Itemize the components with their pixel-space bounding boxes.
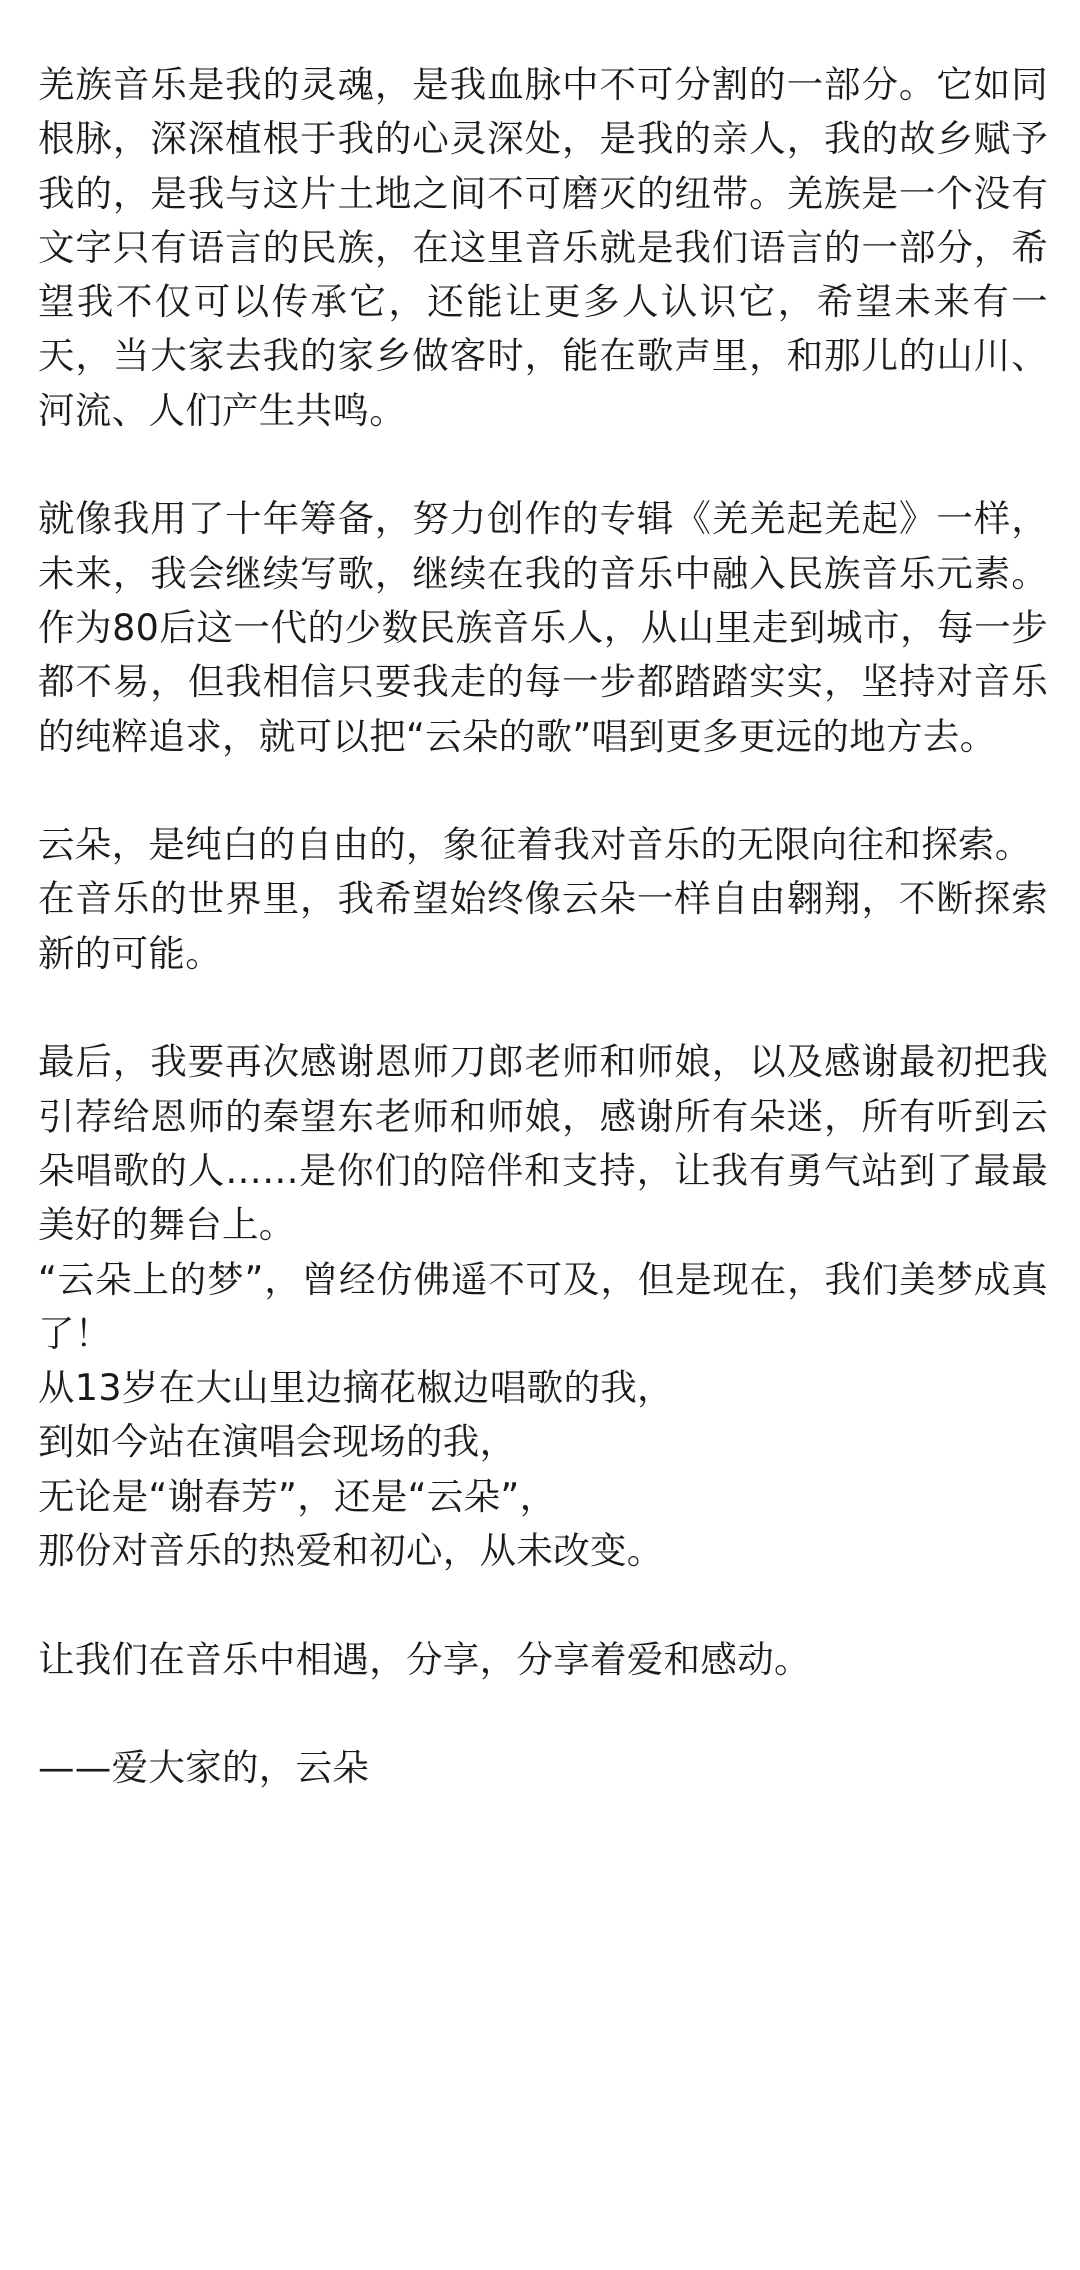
paragraph-closing: 让我们在音乐中相遇，分享，分享着爱和感动。 bbox=[38, 1637, 811, 1681]
paragraph-heritage: 羌族音乐是我的灵魂，是我血脉中不可分割的一部分。它如同根脉，深深植根于我的心灵深处，是我的亲人，我的故乡赋予我的，是我与这片土地之间不可磨灭的纽带。羌族是一个没有文字只有语言的民族，在这里音乐就是我们语言的一部分，希望我不仅可以传承它，还能让更多人认识它，希望未来有一天，当大家去我的家乡做客时，能在歌声里，和那儿的山川、河流、人们产生共鸣。 bbox=[38, 63, 1048, 432]
paragraph-spacer bbox=[38, 438, 1048, 492]
paragraph-spacer bbox=[38, 764, 1048, 818]
line-passion: 那份对音乐的热爱和初心，从未改变。 bbox=[38, 1529, 664, 1573]
line-childhood: 从13岁在大山里边摘花椒边唱歌的我， bbox=[38, 1366, 674, 1410]
paragraph-album: 就像我用了十年筹备，努力创作的专辑《羌羌起羌起》一样，未来，我会继续写歌，继续在我的音乐中融入民族音乐元素。作为80后这一代的少数民族音乐人，从山里走到城市，每一步都不易，但我相信只要我走的每一步都踏踏实实，坚持对音乐的纯粹追求，就可以把“云朵的歌”唱到更多更远的地方去。 bbox=[38, 497, 1048, 758]
line-concert: 到如今站在演唱会现场的我， bbox=[38, 1420, 517, 1464]
line-names: 无论是“谢春芳”，还是“云朵”， bbox=[38, 1474, 557, 1518]
paragraph-dream: “云朵上的梦”，曾经仿佛遥不可及，但是现在，我们美梦成真了！ bbox=[38, 1257, 1048, 1355]
paragraph-cloud-meaning: 云朵，是纯白的自由的，象征着我对音乐的无限向往和探索。 bbox=[38, 823, 1032, 867]
paragraph-spacer bbox=[38, 981, 1048, 1035]
letter-body bbox=[38, 58, 1048, 1796]
paragraph-cloud-freedom: 在音乐的世界里，我希望始终像云朵一样自由翱翔，不断探索新的可能。 bbox=[38, 877, 1048, 975]
signature: ——爱大家的，云朵 bbox=[38, 1746, 370, 1790]
paragraph-spacer bbox=[38, 1687, 1048, 1741]
paragraph-thanks: 最后，我要再次感谢恩师刀郎老师和师娘，以及感谢最初把我引荐给恩师的秦望东老师和师娘，感谢所有朵迷，所有听到云朵唱歌的人……是你们的陪伴和支持，让我有勇气站到了最最美好的舞台上。 bbox=[38, 1040, 1048, 1247]
paragraph-spacer bbox=[38, 1578, 1048, 1632]
